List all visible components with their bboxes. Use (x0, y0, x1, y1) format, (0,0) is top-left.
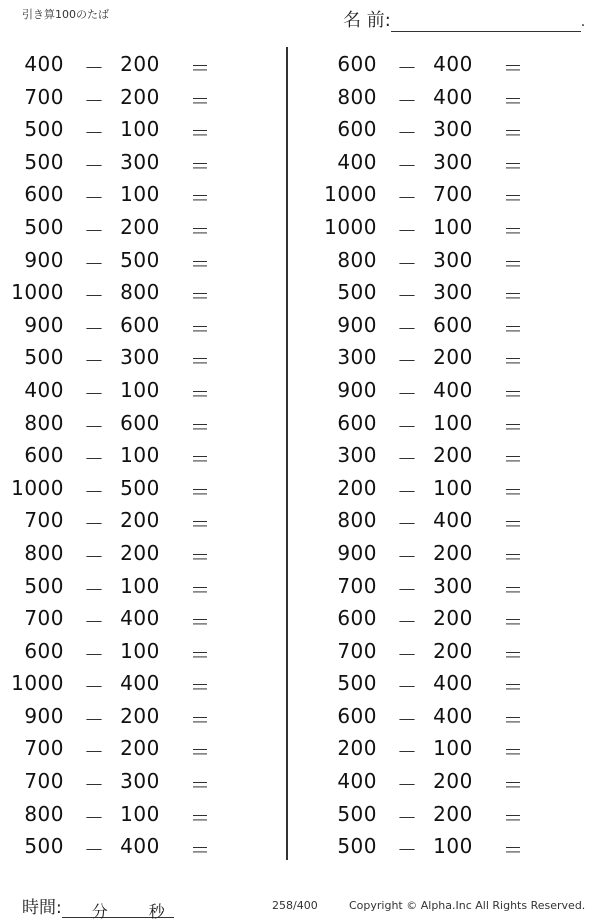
minuend: 900 (24, 703, 64, 728)
equals-sign: ＝ (503, 186, 524, 211)
subtrahend: 200 (120, 703, 160, 728)
problem-row (0, 471, 290, 504)
subtrahend: 400 (433, 671, 473, 696)
subtrahend: 600 (433, 312, 473, 337)
problem-row (313, 569, 600, 602)
minuend: 500 (24, 834, 64, 859)
minus-sign: － (84, 610, 105, 635)
equals-sign: ＝ (190, 251, 211, 276)
minuend: 400 (24, 52, 64, 76)
equals-sign: ＝ (503, 642, 524, 667)
problem-row (313, 275, 600, 308)
subtrahend: 100 (433, 410, 473, 435)
problem-row (0, 764, 290, 797)
minuend: 400 (24, 377, 64, 402)
problem-row (0, 340, 290, 373)
minus-sign: － (84, 479, 105, 504)
subtrahend: 100 (120, 801, 160, 826)
subtrahend: 200 (120, 214, 160, 239)
problem-row (313, 340, 600, 373)
minuend: 600 (337, 410, 377, 435)
minuend: 900 (337, 312, 377, 337)
subtrahend: 200 (120, 52, 160, 76)
problems-left-column (0, 47, 290, 862)
subtrahend: 100 (120, 638, 160, 663)
minus-sign: － (397, 186, 418, 211)
equals-sign: ＝ (503, 610, 524, 635)
problem-row (0, 731, 290, 764)
problem-row (0, 308, 290, 341)
time-label: 時間: (22, 898, 62, 918)
problem-row (0, 536, 290, 569)
minuend: 600 (24, 443, 64, 468)
equals-sign: ＝ (503, 805, 524, 830)
problem-row (313, 536, 600, 569)
minuend: 1000 (11, 475, 64, 500)
minuend: 500 (337, 801, 377, 826)
equals-sign: ＝ (503, 153, 524, 178)
minus-sign: － (84, 349, 105, 374)
minus-sign: － (397, 642, 418, 667)
subtrahend: 400 (120, 834, 160, 859)
problem-row (313, 797, 600, 830)
subtrahend: 200 (433, 769, 473, 794)
minuend: 600 (337, 52, 377, 76)
column-divider (286, 47, 288, 860)
equals-sign: ＝ (503, 88, 524, 113)
equals-sign: ＝ (190, 577, 211, 602)
minus-sign: － (397, 381, 418, 406)
minus-sign: － (397, 218, 418, 243)
subtrahend: 200 (433, 540, 473, 565)
subtrahend: 700 (433, 182, 473, 207)
name-label: 名 前: (343, 10, 391, 31)
problem-row (313, 503, 600, 536)
problem-row (0, 797, 290, 830)
equals-sign: ＝ (190, 121, 211, 146)
minus-sign: － (84, 577, 105, 602)
problem-row (313, 373, 600, 406)
equals-sign: ＝ (503, 707, 524, 732)
equals-sign: ＝ (503, 577, 524, 602)
problem-row (0, 601, 290, 634)
equals-sign: ＝ (190, 316, 211, 341)
minus-sign: － (397, 88, 418, 113)
equals-sign: ＝ (503, 121, 524, 146)
minuend: 500 (337, 671, 377, 696)
minus-sign: － (84, 447, 105, 472)
equals-sign: ＝ (503, 381, 524, 406)
subtrahend: 100 (433, 736, 473, 761)
problem-row (313, 829, 600, 862)
equals-sign: ＝ (190, 675, 211, 700)
problem-row (313, 243, 600, 276)
problem-row (313, 177, 600, 210)
minus-sign: － (84, 56, 105, 80)
problems-right-column (313, 47, 600, 862)
equals-sign: ＝ (503, 447, 524, 472)
minuend: 500 (337, 834, 377, 859)
subtrahend: 400 (120, 606, 160, 631)
equals-sign: ＝ (190, 349, 211, 374)
name-blank-line[interactable] (391, 15, 581, 32)
minuend: 600 (337, 703, 377, 728)
subtrahend: 300 (433, 117, 473, 142)
time-blank-line[interactable] (62, 899, 174, 921)
equals-sign: ＝ (503, 316, 524, 341)
equals-sign: ＝ (190, 88, 211, 113)
minus-sign: － (397, 675, 418, 700)
minuend: 500 (24, 573, 64, 598)
equals-sign: ＝ (503, 56, 524, 80)
minus-sign: － (84, 284, 105, 309)
minus-sign: － (84, 186, 105, 211)
minuend: 900 (24, 312, 64, 337)
problem-row (313, 145, 600, 178)
subtrahend: 400 (433, 52, 473, 76)
problem-row (0, 275, 290, 308)
subtrahend: 200 (433, 801, 473, 826)
minuend: 500 (24, 117, 64, 142)
subtrahend: 100 (433, 475, 473, 500)
minus-sign: － (397, 740, 418, 765)
problem-row (313, 764, 600, 797)
subtrahend: 100 (433, 834, 473, 859)
problem-row (0, 112, 290, 145)
subtrahend: 400 (120, 671, 160, 696)
problem-row (313, 308, 600, 341)
minus-sign: － (84, 675, 105, 700)
equals-sign: ＝ (503, 675, 524, 700)
minuend: 1000 (324, 214, 377, 239)
minuend: 500 (24, 149, 64, 174)
subtrahend: 300 (433, 573, 473, 598)
equals-sign: ＝ (190, 218, 211, 243)
minus-sign: － (84, 838, 105, 863)
minuend: 800 (24, 801, 64, 826)
subtrahend: 100 (120, 182, 160, 207)
minus-sign: － (397, 805, 418, 830)
problem-row (0, 438, 290, 471)
problem-row (0, 243, 290, 276)
equals-sign: ＝ (190, 479, 211, 504)
subtrahend: 400 (433, 703, 473, 728)
minus-sign: － (84, 740, 105, 765)
minus-sign: － (84, 316, 105, 341)
problem-row (0, 666, 290, 699)
minus-sign: － (84, 707, 105, 732)
minuend: 600 (337, 117, 377, 142)
page-number: 258/400 (272, 899, 318, 912)
subtrahend: 200 (433, 606, 473, 631)
subtrahend: 400 (433, 508, 473, 533)
subtrahend: 300 (120, 149, 160, 174)
equals-sign: ＝ (190, 153, 211, 178)
subtrahend: 400 (433, 84, 473, 109)
problem-row (313, 47, 600, 80)
equals-sign: ＝ (190, 740, 211, 765)
subtrahend: 600 (120, 312, 160, 337)
minus-sign: － (397, 447, 418, 472)
minuend: 600 (337, 606, 377, 631)
minuend: 500 (337, 280, 377, 305)
minuend: 800 (24, 540, 64, 565)
minuend: 700 (24, 769, 64, 794)
minus-sign: － (84, 805, 105, 830)
subtrahend: 300 (120, 345, 160, 370)
equals-sign: ＝ (503, 773, 524, 798)
minus-sign: － (397, 153, 418, 178)
subtrahend: 300 (433, 149, 473, 174)
minuend: 200 (337, 475, 377, 500)
equals-sign: ＝ (190, 284, 211, 309)
minuend: 700 (337, 638, 377, 663)
minutes-unit: 分 (91, 902, 108, 921)
equals-sign: ＝ (190, 186, 211, 211)
problem-row (0, 80, 290, 113)
minuend: 200 (337, 736, 377, 761)
minuend: 700 (24, 84, 64, 109)
minuend: 500 (24, 345, 64, 370)
equals-sign: ＝ (503, 479, 524, 504)
subtrahend: 200 (433, 345, 473, 370)
subtrahend: 200 (120, 84, 160, 109)
minus-sign: － (397, 512, 418, 537)
problem-row (313, 634, 600, 667)
equals-sign: ＝ (503, 740, 524, 765)
minuend: 900 (337, 377, 377, 402)
problem-row (313, 112, 600, 145)
subtrahend: 800 (120, 280, 160, 305)
minus-sign: － (84, 414, 105, 439)
problem-row (0, 145, 290, 178)
equals-sign: ＝ (190, 512, 211, 537)
seconds-unit: 秒 (148, 902, 165, 921)
problem-row (313, 210, 600, 243)
minus-sign: － (397, 56, 418, 80)
subtrahend: 200 (433, 638, 473, 663)
problem-row (0, 829, 290, 862)
minuend: 1000 (324, 182, 377, 207)
name-dot: . (580, 14, 586, 30)
equals-sign: ＝ (190, 805, 211, 830)
minuend: 300 (337, 345, 377, 370)
equals-sign: ＝ (503, 544, 524, 569)
equals-sign: ＝ (190, 447, 211, 472)
minus-sign: － (397, 577, 418, 602)
minus-sign: － (397, 316, 418, 341)
equals-sign: ＝ (190, 773, 211, 798)
minuend: 800 (337, 247, 377, 272)
problem-row (313, 731, 600, 764)
minus-sign: － (397, 773, 418, 798)
subtrahend: 400 (433, 377, 473, 402)
minus-sign: － (84, 251, 105, 276)
minuend: 900 (337, 540, 377, 565)
minuend: 800 (337, 84, 377, 109)
equals-sign: ＝ (190, 838, 211, 863)
minus-sign: － (397, 284, 418, 309)
minus-sign: － (84, 88, 105, 113)
subtrahend: 200 (120, 540, 160, 565)
minus-sign: － (397, 610, 418, 635)
minus-sign: － (397, 838, 418, 863)
minuend: 500 (24, 214, 64, 239)
name-field (343, 6, 585, 32)
minus-sign: － (84, 642, 105, 667)
subtrahend: 100 (120, 573, 160, 598)
minus-sign: － (397, 707, 418, 732)
minuend: 900 (24, 247, 64, 272)
problem-row (0, 47, 290, 80)
minus-sign: － (397, 479, 418, 504)
problem-row (313, 666, 600, 699)
subtrahend: 300 (120, 769, 160, 794)
time-field (22, 893, 174, 921)
problem-row (313, 601, 600, 634)
equals-sign: ＝ (503, 284, 524, 309)
minuend: 700 (24, 508, 64, 533)
equals-sign: ＝ (190, 414, 211, 439)
subtrahend: 100 (433, 214, 473, 239)
problem-row (0, 699, 290, 732)
equals-sign: ＝ (503, 251, 524, 276)
equals-sign: ＝ (190, 544, 211, 569)
subtrahend: 600 (120, 410, 160, 435)
minus-sign: － (84, 153, 105, 178)
minuend: 400 (337, 149, 377, 174)
equals-sign: ＝ (503, 349, 524, 374)
problem-row (0, 373, 290, 406)
minuend: 400 (337, 769, 377, 794)
subtrahend: 100 (120, 117, 160, 142)
equals-sign: ＝ (503, 838, 524, 863)
problem-row (313, 406, 600, 439)
minuend: 800 (24, 410, 64, 435)
minuend: 1000 (11, 280, 64, 305)
minuend: 600 (24, 182, 64, 207)
equals-sign: ＝ (503, 218, 524, 243)
minus-sign: － (397, 349, 418, 374)
minus-sign: － (84, 512, 105, 537)
problem-row (0, 634, 290, 667)
minus-sign: － (84, 544, 105, 569)
equals-sign: ＝ (190, 642, 211, 667)
subtrahend: 200 (120, 508, 160, 533)
problem-row (313, 438, 600, 471)
minus-sign: － (84, 381, 105, 406)
minus-sign: － (84, 121, 105, 146)
subtrahend: 500 (120, 475, 160, 500)
equals-sign: ＝ (190, 56, 211, 80)
minuend: 800 (337, 508, 377, 533)
problem-row (313, 699, 600, 732)
minus-sign: － (397, 414, 418, 439)
problem-row (0, 569, 290, 602)
subtrahend: 200 (433, 443, 473, 468)
subtrahend: 100 (120, 443, 160, 468)
minuend: 700 (24, 736, 64, 761)
minuend: 1000 (11, 671, 64, 696)
minus-sign: － (397, 544, 418, 569)
minus-sign: － (84, 773, 105, 798)
subtrahend: 300 (433, 280, 473, 305)
worksheet-title: 引き算100のたば (22, 8, 109, 21)
problem-row (313, 471, 600, 504)
problem-row (0, 406, 290, 439)
subtrahend: 100 (120, 377, 160, 402)
problem-row (313, 80, 600, 113)
copyright-notice: Copyright © Alpha.Inc All Rights Reserved. (349, 899, 586, 912)
minuend: 300 (337, 443, 377, 468)
equals-sign: ＝ (190, 707, 211, 732)
equals-sign: ＝ (503, 414, 524, 439)
equals-sign: ＝ (190, 381, 211, 406)
subtrahend: 300 (433, 247, 473, 272)
equals-sign: ＝ (503, 512, 524, 537)
minus-sign: － (397, 251, 418, 276)
minuend: 700 (337, 573, 377, 598)
problem-row (0, 177, 290, 210)
subtrahend: 500 (120, 247, 160, 272)
problem-row (0, 503, 290, 536)
problem-row (0, 210, 290, 243)
minuend: 700 (24, 606, 64, 631)
minus-sign: － (397, 121, 418, 146)
minus-sign: － (84, 218, 105, 243)
subtrahend: 200 (120, 736, 160, 761)
minuend: 600 (24, 638, 64, 663)
equals-sign: ＝ (190, 610, 211, 635)
